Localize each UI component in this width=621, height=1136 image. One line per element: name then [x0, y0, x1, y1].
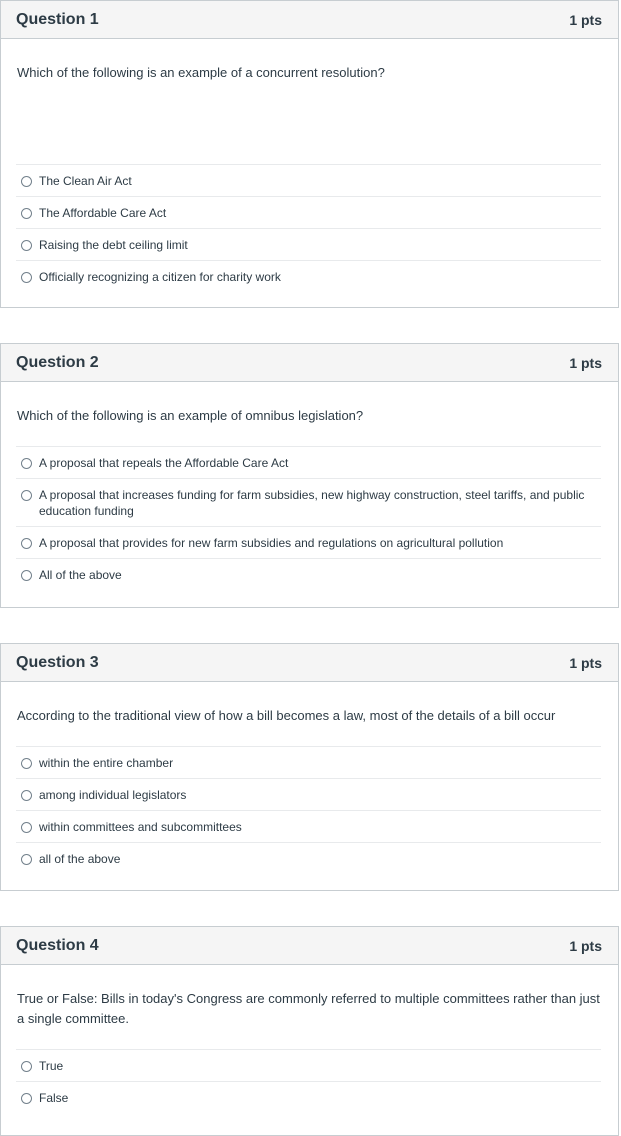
answer-option[interactable] — [16, 779, 601, 811]
answer-option[interactable] — [16, 165, 601, 197]
radio-button[interactable] — [21, 822, 32, 833]
answer-label[interactable]: True — [39, 1059, 64, 1073]
answer-label[interactable]: all of the above — [39, 852, 121, 866]
answer-label[interactable]: within committees and subcommittees — [39, 820, 242, 834]
question-points: 1 pts — [569, 654, 602, 671]
radio-button[interactable] — [21, 240, 32, 251]
answer-label[interactable]: within the entire chamber — [39, 756, 174, 770]
answer-option[interactable] — [16, 747, 601, 779]
answer-list — [16, 446, 601, 590]
radio-button[interactable] — [21, 758, 32, 769]
answer-option[interactable] — [16, 527, 601, 559]
answer-option[interactable] — [16, 479, 601, 527]
radio-button[interactable] — [21, 208, 32, 219]
question-points: 1 pts — [569, 11, 602, 28]
radio-button[interactable] — [21, 570, 32, 581]
answer-option[interactable] — [16, 1082, 601, 1113]
answer-option[interactable] — [16, 447, 601, 479]
radio-button[interactable] — [21, 854, 32, 865]
answer-label[interactable]: A proposal that increases funding for farm subsidies, new highway construction, steel tariffs, and public education funding — [39, 488, 585, 518]
answer-option[interactable] — [16, 261, 601, 292]
question-2 — [0, 343, 619, 608]
question-header — [1, 1, 618, 39]
question-points: 1 pts — [569, 354, 602, 371]
answer-label[interactable]: A proposal that provides for new farm subsidies and regulations on agricultural pollution — [39, 536, 504, 550]
question-3 — [0, 643, 619, 891]
answer-list — [16, 746, 601, 874]
question-header — [1, 927, 618, 965]
question-header — [1, 344, 618, 382]
radio-button[interactable] — [21, 272, 32, 283]
radio-button[interactable] — [21, 1093, 32, 1104]
answer-label[interactable]: The Affordable Care Act — [39, 206, 167, 220]
question-title: Question 2 — [16, 353, 99, 371]
radio-button[interactable] — [21, 1061, 32, 1072]
radio-button[interactable] — [21, 458, 32, 469]
radio-button[interactable] — [21, 790, 32, 801]
answer-list — [16, 164, 601, 292]
answer-option[interactable] — [16, 197, 601, 229]
question-title: Question 3 — [16, 653, 99, 671]
question-text: Which of the following is an example of omnibus legislation? — [17, 408, 364, 423]
question-title: Question 1 — [16, 10, 99, 28]
answer-option[interactable] — [16, 559, 601, 590]
answer-option[interactable] — [16, 229, 601, 261]
radio-button[interactable] — [21, 490, 32, 501]
question-text: According to the traditional view of how a bill becomes a law, most of the details of a bill occur — [17, 708, 556, 723]
answer-label[interactable]: False — [39, 1091, 69, 1105]
radio-button[interactable] — [21, 538, 32, 549]
answer-label[interactable]: All of the above — [39, 568, 122, 582]
answer-label[interactable]: Raising the debt ceiling limit — [39, 238, 188, 252]
question-1 — [0, 0, 619, 308]
radio-button[interactable] — [21, 176, 32, 187]
question-title: Question 4 — [16, 936, 99, 954]
question-header — [1, 644, 618, 682]
answer-option[interactable] — [16, 843, 601, 874]
answer-option[interactable] — [16, 811, 601, 843]
question-text: True or False: Bills in today's Congress are commonly referred to multiple committees rather than just a single committee. — [17, 991, 600, 1026]
question-text: Which of the following is an example of a concurrent resolution? — [17, 65, 385, 80]
answer-label[interactable]: Officially recognizing a citizen for charity work — [39, 270, 281, 284]
answer-label[interactable]: A proposal that repeals the Affordable Care Act — [39, 456, 289, 470]
question-4 — [0, 926, 619, 1136]
question-points: 1 pts — [569, 937, 602, 954]
answer-list — [16, 1049, 601, 1113]
answer-option[interactable] — [16, 1050, 601, 1082]
answer-label[interactable]: The Clean Air Act — [39, 174, 132, 188]
answer-label[interactable]: among individual legislators — [39, 788, 187, 802]
